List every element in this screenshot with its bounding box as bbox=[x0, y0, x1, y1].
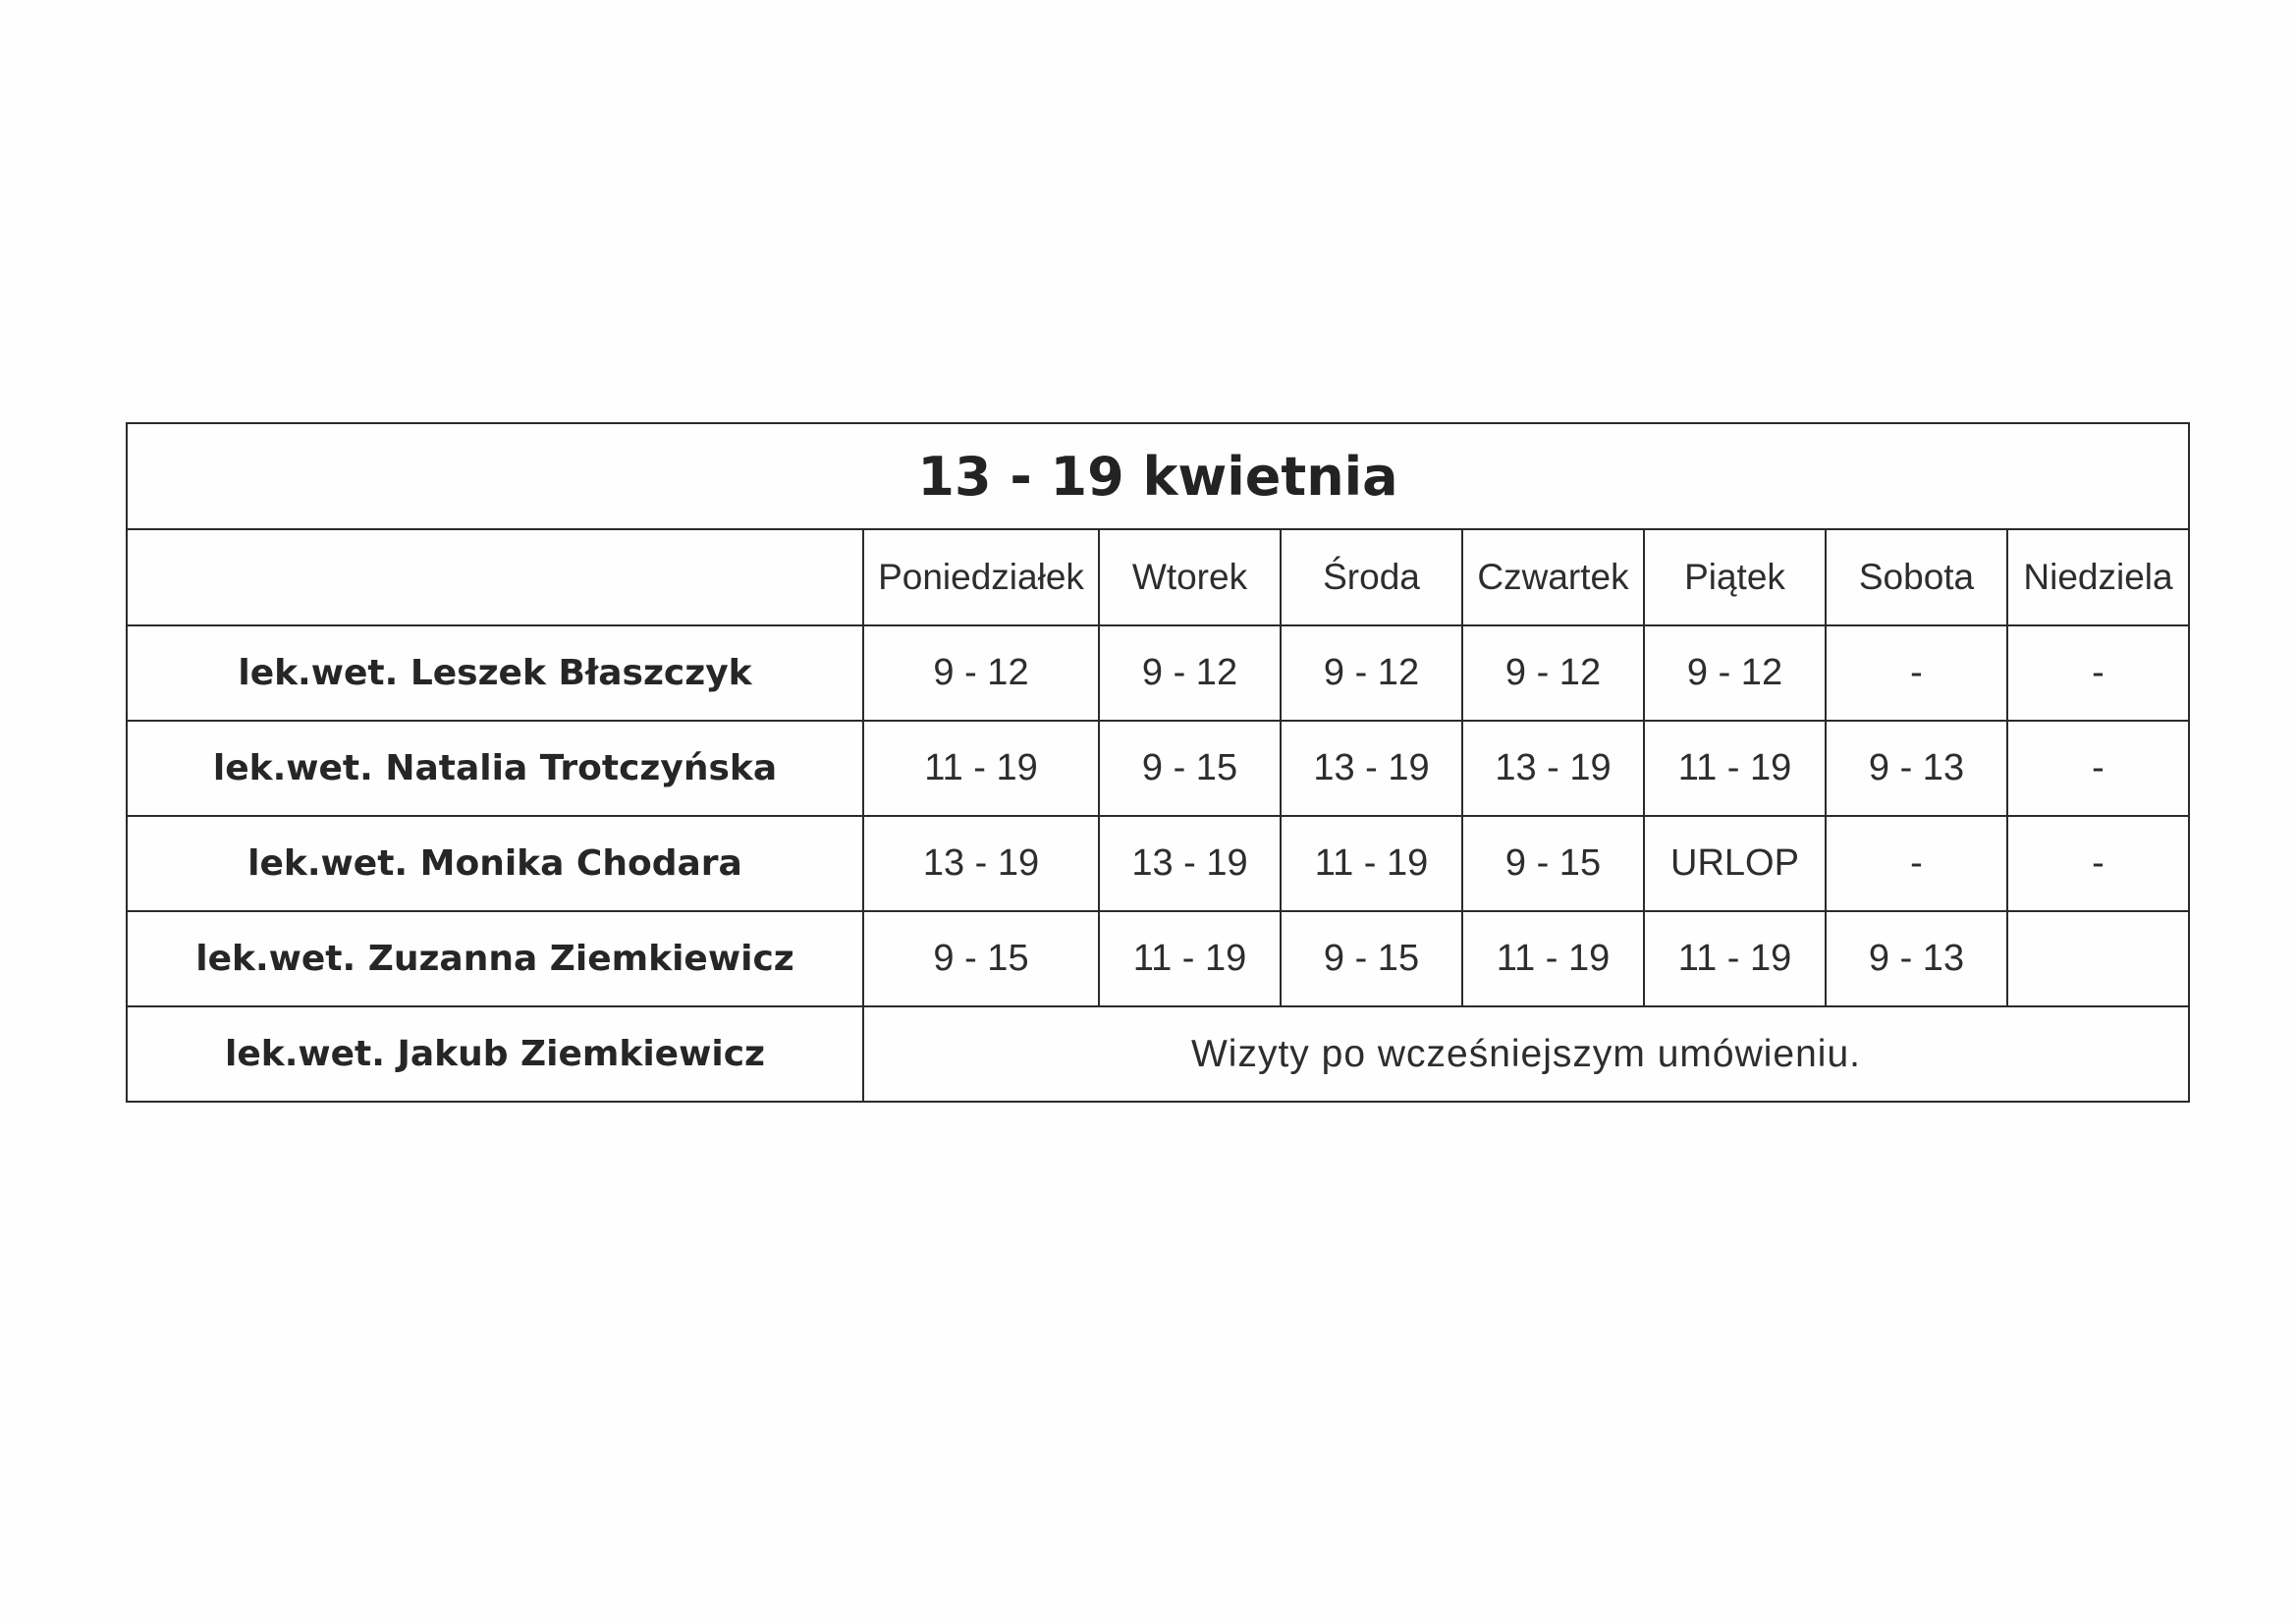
hours-cell: - bbox=[1826, 625, 2007, 721]
hours-cell: 13 - 19 bbox=[863, 816, 1099, 911]
hours-cell: 9 - 12 bbox=[1644, 625, 1826, 721]
appointment-note: Wizyty po wcześniejszym umówieniu. bbox=[863, 1006, 2189, 1102]
hours-cell: 9 - 12 bbox=[1099, 625, 1281, 721]
hours-cell: 11 - 19 bbox=[1462, 911, 1644, 1006]
hours-cell: 13 - 19 bbox=[1099, 816, 1281, 911]
hours-cell: - bbox=[1826, 816, 2007, 911]
doctor-name: lek.wet. Monika Chodara bbox=[127, 816, 863, 911]
hours-cell bbox=[2007, 911, 2189, 1006]
hours-cell: 9 - 12 bbox=[1281, 625, 1462, 721]
doctor-name: lek.wet. Zuzanna Ziemkiewicz bbox=[127, 911, 863, 1006]
hours-cell: - bbox=[2007, 816, 2189, 911]
hours-cell: 9 - 15 bbox=[1281, 911, 1462, 1006]
doctor-name: lek.wet. Natalia Trotczyńska bbox=[127, 721, 863, 816]
hours-cell: 9 - 15 bbox=[1099, 721, 1281, 816]
header-corner-cell bbox=[127, 529, 863, 625]
hours-cell: 9 - 12 bbox=[1462, 625, 1644, 721]
hours-cell: 11 - 19 bbox=[1099, 911, 1281, 1006]
header-day-sunday: Niedziela bbox=[2007, 529, 2189, 625]
hours-cell: 11 - 19 bbox=[1644, 911, 1826, 1006]
header-day-wednesday: Środa bbox=[1281, 529, 1462, 625]
header-day-saturday: Sobota bbox=[1826, 529, 2007, 625]
hours-cell: 13 - 19 bbox=[1462, 721, 1644, 816]
table-row bbox=[127, 721, 2189, 816]
table-row bbox=[127, 816, 2189, 911]
header-day-monday: Poniedziałek bbox=[863, 529, 1099, 625]
table-row bbox=[127, 911, 2189, 1006]
doctor-name: lek.wet. Jakub Ziemkiewicz bbox=[127, 1006, 863, 1102]
table-row bbox=[127, 1006, 2189, 1102]
hours-cell: 11 - 19 bbox=[1281, 816, 1462, 911]
title-row bbox=[127, 423, 2189, 529]
header-day-thursday: Czwartek bbox=[1462, 529, 1644, 625]
hours-cell: 9 - 13 bbox=[1826, 721, 2007, 816]
hours-cell: URLOP bbox=[1644, 816, 1826, 911]
hours-cell: 13 - 19 bbox=[1281, 721, 1462, 816]
doctor-name: lek.wet. Leszek Błaszczyk bbox=[127, 625, 863, 721]
table-row bbox=[127, 625, 2189, 721]
header-day-friday: Piątek bbox=[1644, 529, 1826, 625]
hours-cell: 11 - 19 bbox=[863, 721, 1099, 816]
hours-cell: 11 - 19 bbox=[1644, 721, 1826, 816]
header-day-tuesday: Wtorek bbox=[1099, 529, 1281, 625]
schedule-title: 13 - 19 kwietnia bbox=[127, 423, 2189, 529]
hours-cell: - bbox=[2007, 625, 2189, 721]
header-row bbox=[127, 529, 2189, 625]
schedule-table bbox=[126, 422, 2190, 1103]
hours-cell: 9 - 12 bbox=[863, 625, 1099, 721]
hours-cell: - bbox=[2007, 721, 2189, 816]
hours-cell: 9 - 15 bbox=[863, 911, 1099, 1006]
hours-cell: 9 - 15 bbox=[1462, 816, 1644, 911]
hours-cell: 9 - 13 bbox=[1826, 911, 2007, 1006]
